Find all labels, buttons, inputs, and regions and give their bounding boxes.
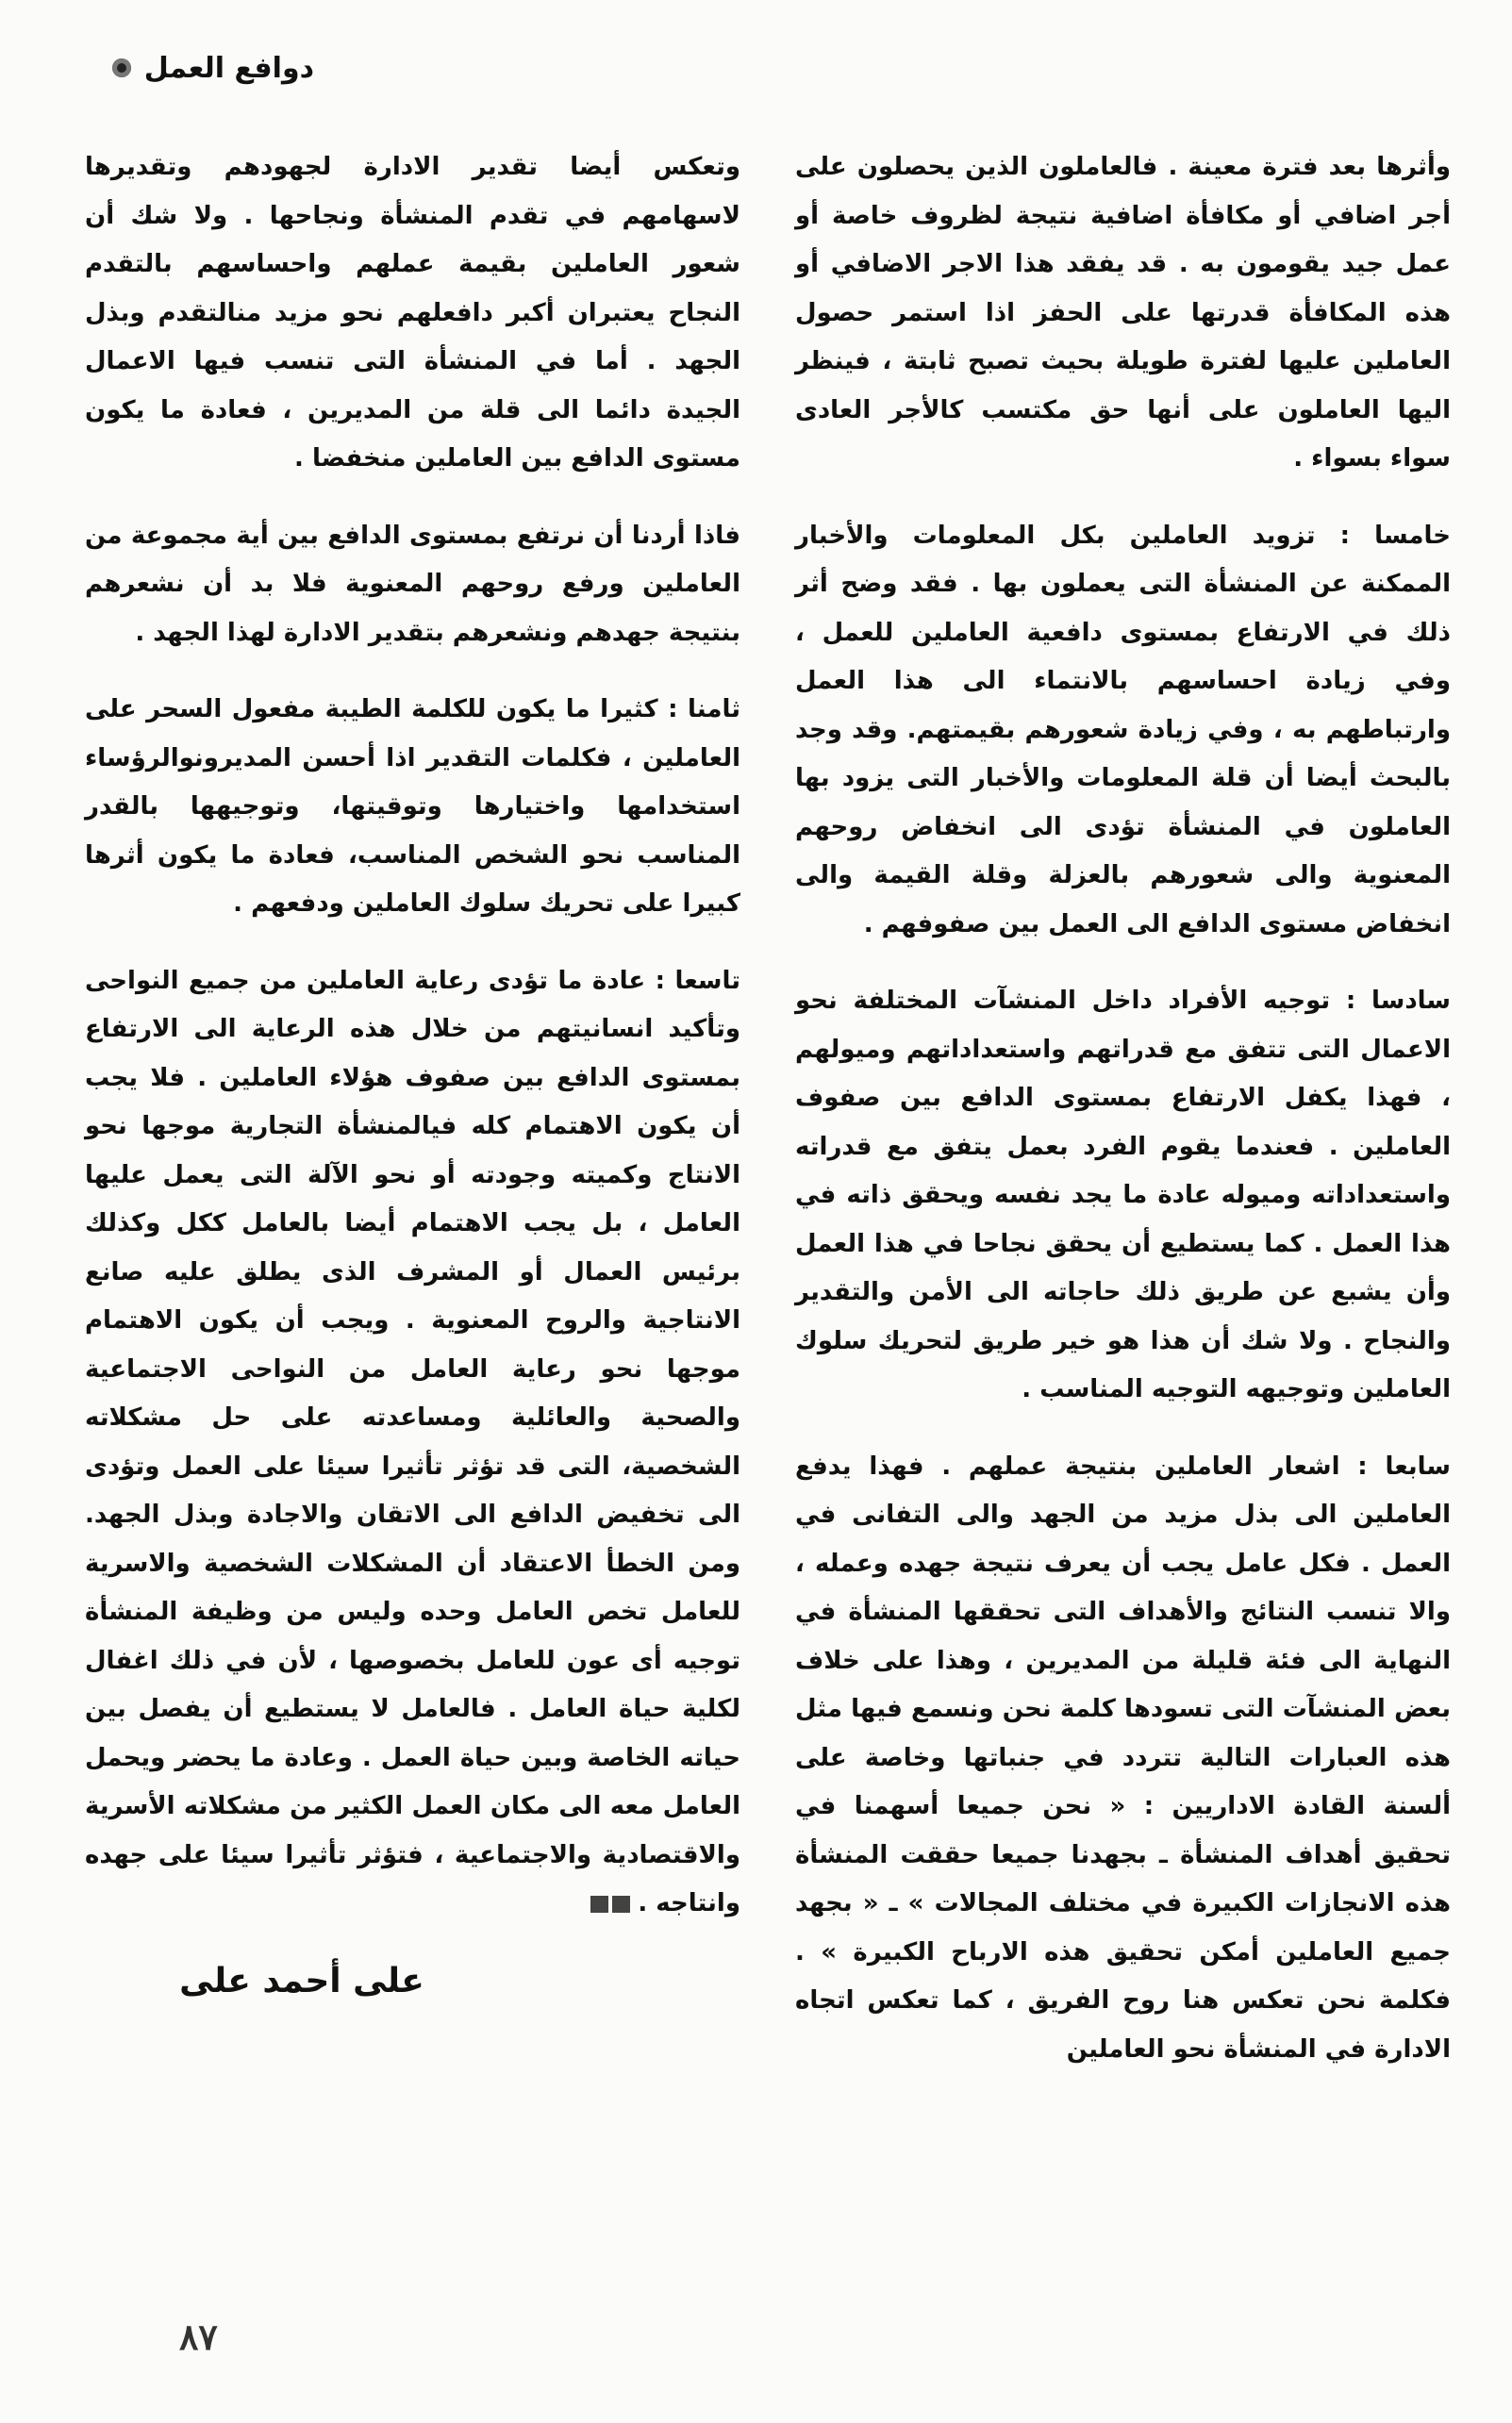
article-end-icon	[590, 1896, 630, 1913]
section-title: دوافع العمل	[143, 51, 314, 85]
paragraph: وتعكس أيضا تقدير الادارة لجهودهم وتقديرها لاسهامهم في تقدم المنشأة ونجاحها . ولا شك أن شعور العاملين بقيمة عملهم واحساسهم بالتقدم النجاح يعتبران أكبر دافعلهم نحو مزيد منالتقدم وبذل الجهد . أما في المنشأة التى تنسب فيها الاعمال الجيدة دائما الى قلة من المديرين ، فعادة ما يكون مستوى الدافع بين العاملين منخفضا .	[85, 153, 740, 473]
paragraph-text: تاسعا : عادة ما تؤدى رعاية العاملين من جميع النواحى وتأكيد انسانيتهم من خلال هذه الرعاية الى الارتفاع بمستوى الدافع بين صفوف هؤلاء العاملين . فلا يجب أن يكون الاهتمام كله فيالمنشأة التجارية موجها نحو الانتاج وكميته وجودته أو نحو الآلة التى يعمل عليها العامل ، بل يجب الاهتمام أيضا بالعامل ككل وكذلك برئيس العمال أو المشرف الذى يطلق عليه صانع الانتاجية والروح المعنوية . ويجب أن يكون الاهتمام موجها نحو رعاية العامل من النواحى الاجتماعية والصحية والعائلية ومساعدته على حل مشكلاته الشخصية، التى قد تؤثر تأثيرا سيئا على العمل وتؤدى الى تخفيض الدافع الى الاتقان والاجادة وبذل الجهد. ومن الخطأ الاعتقاد أن المشكلات الشخصية والاسرية للعامل تخص العامل وحده وليس من وظيفة المنشأة توجيه أى عون للعامل بخصوصها ، لأن في ذلك اغفال لكلية حياة العامل . فالعامل لا يستطيع أن يفصل بين حياته الخاصة وبين حياة العمل . وعادة ما يحضر ويحمل العامل معه الى مكان العمل الكثير من مشكلاته الأسرية والاقتصادية والاجتماعية ، فتؤثر تأثيرا سيئا على جهده وانتاجه .	[85, 966, 740, 1917]
author-signature: على أحمد على	[179, 1962, 424, 2000]
paragraph: وأثرها بعد فترة معينة . فالعاملون الذين يحصلون على أجر اضافي أو مكافأة اضافية نتيجة لظروف خاصة أو عمل جيد يقومون به . قد يفقد هذا الاجر الاضافي أو هذه المكافأة قدرتها على الحفز اذا استمر حصول العاملين عليها لفترة طويلة بحيث تصبح ثابتة ، فينظر اليها العاملون على أنها حق مكتسب كالأجر العادى سواء بسواء .	[795, 153, 1451, 473]
page-number: ٨٧	[179, 2315, 218, 2358]
paragraph: ثامنا : كثيرا ما يكون للكلمة الطيبة مفعول السحر على العاملين ، فكلمات التقدير اذا أحسن المديرونوالرؤساء استخدامها واختيارها وتوقيتها، وتوجيهها بالقدر المناسب نحو الشخص المناسب، فعادة ما يكون أثرها كبيرا على تحريك سلوك العاملين ودفعهم .	[85, 695, 740, 918]
bullet-dot-icon	[112, 58, 131, 77]
paragraph: فاذا أردنا أن نرتفع بمستوى الدافع بين أية مجموعة من العاملين ورفع روحهم المعنوية فلا بد أن نشعرهم بنتيجة جهدهم ونشعرهم بتقدير الادارة لهذا الجهد .	[85, 521, 740, 647]
page-header	[31, 40, 314, 96]
right-text-column	[795, 143, 1451, 2074]
paragraph: سادسا : توجيه الأفراد داخل المنشآت المختلفة نحو الاعمال التى تتفق مع قدراتهم واستعداداتهم وميولهم ، فهذا يكفل الارتفاع بمستوى الدافع بين صفوف العاملين . فعندما يقوم الفرد بعمل يتفق مع قدراته واستعداداته وميوله عادة ما يجد نفسه ويحقق ذاته في هذا العمل . كما يستطيع أن يحقق نجاحا في هذا العمل وأن يشبع عن طريق ذلك حاجاته الى الأمن والتقدير والنجاح . ولا شك أن هذا هو خير طريق لتحريك سلوك العاملين وتوجيهه التوجيه المناسب .	[795, 987, 1451, 1403]
paragraph: سابعا : اشعار العاملين بنتيجة عملهم . فهذا يدفع العاملين الى بذل مزيد من الجهد والى التفانى في العمل . فكل عامل يجب أن يعرف نتيجة جهده وعمله ، والا تنسب النتائج والأهداف التى تحققها المنشأة في النهاية الى فئة قليلة من المديرين ، وهذا على خلاف بعض المنشآت التى تسودها كلمة نحن ونسمع فيها مثل هذه العبارات التالية تتردد في جنباتها وخاصة على ألسنة القادة الاداريين : « نحن جميعا أسهمنا في تحقيق أهداف المنشأة ـ بجهدنا جميعا حققت المنشأة هذه الانجازات الكبيرة في مختلف المجالات » ـ « بجهد جميع العاملين أمكن تحقيق هذه الارباح الكبيرة » . فكلمة نحن تعكس هنا روح الفريق ، كما تعكس اتجاه الادارة في المنشأة نحو العاملين	[795, 1452, 1451, 2064]
paragraph-final	[85, 957, 740, 1929]
paragraph: خامسا : تزويد العاملين بكل المعلومات والأخبار الممكنة عن المنشأة التى يعملون بها . فقد وضح أثر ذلك في الارتفاع بمستوى دافعية العاملين للعمل ، وفي زيادة احساسهم بالانتماء الى هذا العمل وارتباطهم به ، وفي زيادة شعورهم بقيمتهم. وقد وجد بالبحث أيضا أن قلة المعلومات والأخبار التى يزود بها العاملون في المنشأة تؤدى الى انخفاض روحهم المعنوية والى شعورهم بالعزلة وقلة القيمة والى انخفاض مستوى الدافع الى العمل بين صفوفهم .	[795, 521, 1451, 938]
left-text-column	[85, 143, 740, 1929]
